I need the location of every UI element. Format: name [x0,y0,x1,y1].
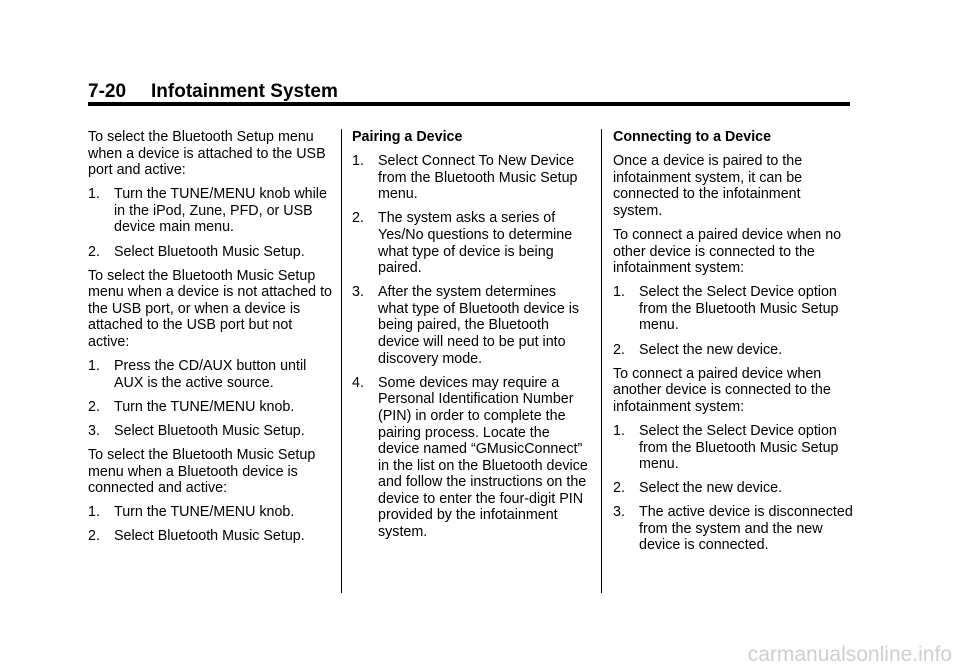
step-number: 3. [352,284,364,301]
step-number: 1. [88,504,100,521]
list-item [352,284,588,367]
list-item [88,528,332,545]
step-text: Select the new device. [639,480,783,497]
step-text: Select Connect To New Device from the Bluetooth Music Setup menu. [378,153,578,203]
step-text: After the system determines what type of Bluetooth device is being paired, the Bluetooth device will need to be put into discovery mode. [378,284,580,367]
step-number: 4. [352,374,364,391]
step-text: Select Bluetooth Music Setup. [114,528,305,545]
section-heading: Pairing a Device [352,129,463,145]
page-number: 7-20 [88,81,127,102]
step-list [88,186,332,260]
step-text: Select Bluetooth Music Setup. [114,243,305,260]
list-item [613,284,853,334]
step-text: Turn the TUNE/MENU knob. [114,398,295,415]
step-text: Select the new device. [639,341,783,358]
list-item [88,244,332,261]
step-number: 1. [88,358,100,375]
list-item [613,504,853,554]
step-text: Press the CD/AUX button until AUX is the active source. [114,358,307,391]
step-list [352,153,588,541]
column-2 [352,129,588,548]
step-text: The system asks a series of Yes/No questions to determine what type of device is being paired. [378,210,573,277]
list-item [613,423,853,473]
step-number: 3. [613,504,625,521]
step-text: Select the Select Device option from the Bluetooth Music Setup menu. [639,422,839,473]
paragraph: To connect a paired device when no other device is connected to the infotainment system: [613,226,842,277]
list-item [88,423,332,440]
paragraph: To select the Bluetooth Setup menu when a device is attached to the USB port and active: [88,129,326,179]
step-list [613,284,853,358]
list-item [352,375,588,541]
list-item [88,399,332,416]
list-item [88,186,332,236]
paragraph: To connect a paired device when another device is connected to the infotainment system: [613,365,831,415]
column-divider [341,129,342,593]
list-item [352,153,588,203]
step-number: 1. [88,186,100,203]
step-number: 2. [613,341,625,358]
step-number: 2. [613,480,625,497]
step-text: Select the Select Device option from the Bluetooth Music Setup menu. [639,284,839,334]
list-item [613,480,853,497]
section-title: Infotainment System [151,81,338,102]
list-item [88,504,332,521]
column-divider [601,129,602,593]
paragraph: To select the Bluetooth Music Setup menu when a device is not attached to the USB port, or when a device is attached to the USB port but not active: [88,267,332,351]
step-text: Turn the TUNE/MENU knob. [114,504,295,521]
step-list [88,504,332,545]
step-number: 2. [88,528,100,545]
section-heading: Connecting to a Device [613,129,772,145]
paragraph: Once a device is paired to the infotainment system, it can be connected to the infotainment system. [613,153,803,219]
step-text: Some devices may require a Personal Identification Number (PIN) in order to complete the pairing process. Locate the device named “GMusicConnect” in the list on the Bluetooth device and follow the instructions on the device to enter the four-digit PIN provided by the infotainment system. [378,374,588,541]
list-item [88,358,332,391]
paragraph: To select the Bluetooth Music Setup menu when a Bluetooth device is connected and active: [88,447,316,497]
step-list [88,358,332,439]
step-number: 3. [88,422,100,439]
watermark-text: carmanualsonline.info [747,643,952,666]
step-number: 2. [88,243,100,260]
page-header [88,81,338,103]
step-number: 1. [352,153,364,170]
list-item [613,342,853,359]
header-rule [88,102,850,106]
step-list [613,423,853,554]
step-text: The active device is disconnected from the system and the new device is connected. [639,504,853,554]
step-number: 1. [613,422,625,439]
step-number: 2. [88,398,100,415]
column-3 [613,129,853,562]
step-number: 1. [613,284,625,301]
column-1 [88,129,332,552]
list-item [352,210,588,276]
step-text: Turn the TUNE/MENU knob while in the iPod, Zune, PFD, or USB device main menu. [114,186,327,236]
step-number: 2. [352,210,364,227]
step-text: Select Bluetooth Music Setup. [114,422,305,439]
